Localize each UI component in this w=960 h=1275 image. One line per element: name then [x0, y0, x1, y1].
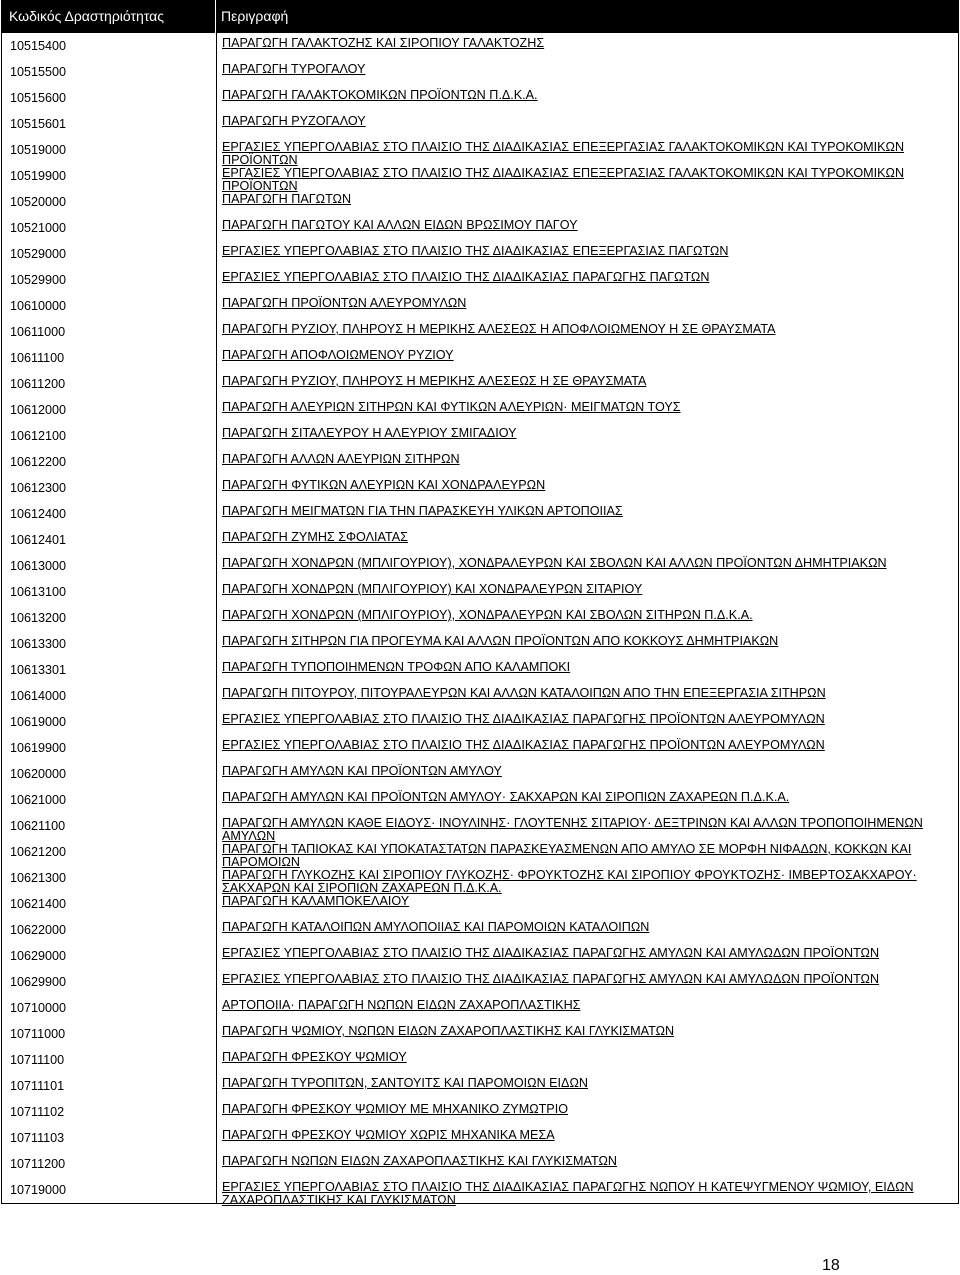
- activity-code: 10613300: [10, 637, 67, 651]
- table-row: [2, 59, 958, 85]
- activity-description: ΕΡΓΑΣΙΕΣ ΥΠΕΡΓΟΛΑΒΙΑΣ ΣΤΟ ΠΛΑΙΣΙΟ ΤΗΣ ΔΙΑΔΙΚΑΣΙΑΣ ΠΑΡΑΓΩΓΗΣ ΠΡΟΪΟΝΤΩΝ ΑΛΕΥΡΟΜΥΛΩΝ: [222, 712, 825, 726]
- activity-description: ΠΑΡΑΓΩΓΗ ΠΡΟΪΟΝΤΩΝ ΑΛΕΥΡΟΜΥΛΩΝ: [222, 296, 467, 310]
- activity-code: 10711000: [10, 1027, 66, 1041]
- activity-code: 10612300: [10, 481, 67, 495]
- table-row: [2, 319, 958, 345]
- table-body: [1, 33, 959, 1207]
- activity-code: 10719000: [10, 1183, 67, 1197]
- activity-codes-table: [1, 0, 959, 1207]
- activity-description: ΠΑΡΑΓΩΓΗ ΑΛΛΩΝ ΑΛΕΥΡΙΩΝ ΣΙΤΗΡΩΝ: [222, 452, 460, 466]
- activity-description: ΕΡΓΑΣΙΕΣ ΥΠΕΡΓΟΛΑΒΙΑΣ ΣΤΟ ΠΛΑΙΣΙΟ ΤΗΣ ΔΙΑΔΙΚΑΣΙΑΣ ΠΑΡΑΓΩΓΗΣ ΑΜΥΛΩΝ ΚΑΙ ΑΜΥΛΩΔΩΝ ΠΡΟΪΟΝΤΩΝ: [222, 946, 880, 960]
- table-row: [2, 787, 958, 813]
- activity-description: ΕΡΓΑΣΙΕΣ ΥΠΕΡΓΟΛΑΒΙΑΣ ΣΤΟ ΠΛΑΙΣΙΟ ΤΗΣ ΔΙΑΔΙΚΑΣΙΑΣ ΕΠΕΞΕΡΓΑΣΙΑΣ ΓΑΛΑΚΤΟΚΟΜΙΚΩΝ ΚΑΙ ΤΥΡΟΚΟΜΙΚΩΝ ΠΡΟΪΟΝΤΩΝ: [222, 140, 905, 167]
- activity-code: 10611100: [10, 351, 65, 365]
- table-row: [2, 449, 958, 475]
- activity-code: 10710000: [10, 1001, 67, 1015]
- table-row: [2, 943, 958, 969]
- activity-code: 10611200: [10, 377, 66, 391]
- activity-description: ΠΑΡΑΓΩΓΗ ΧΟΝΔΡΩΝ (ΜΠΛΙΓΟΥΡΙΟΥ), ΧΟΝΔΡΑΛΕΥΡΩΝ ΚΑΙ ΣΒΟΛΩΝ ΚΑΙ ΑΛΛΩΝ ΠΡΟΪΟΝΤΩΝ ΔΗΜΗΤΡΙΑΚΩΝ: [222, 556, 887, 570]
- activity-code: 10612200: [10, 455, 67, 469]
- activity-description: ΠΑΡΑΓΩΓΗ ΨΩΜΙΟΥ, ΝΩΠΩΝ ΕΙΔΩΝ ΖΑΧΑΡΟΠΛΑΣΤΙΚΗΣ ΚΑΙ ΓΛΥΚΙΣΜΑΤΩΝ: [222, 1024, 675, 1038]
- table-row: [2, 683, 958, 709]
- activity-description: ΠΑΡΑΓΩΓΗ ΠΑΓΩΤΟΥ ΚΑΙ ΑΛΛΩΝ ΕΙΔΩΝ ΒΡΩΣΙΜΟΥ ΠΑΓΟΥ: [222, 218, 578, 232]
- activity-description: ΠΑΡΑΓΩΓΗ ΦΡΕΣΚΟΥ ΨΩΜΙΟΥ ΜΕ ΜΗΧΑΝΙΚΟ ΖΥΜΩΤΡΙΟ: [222, 1102, 568, 1116]
- activity-code: 10611000: [10, 325, 66, 339]
- table-row: [2, 1177, 958, 1207]
- activity-code: 10519900: [10, 169, 67, 183]
- table-row: [2, 163, 958, 193]
- activity-code: 10621000: [10, 793, 67, 807]
- activity-code: 10613100: [10, 585, 67, 599]
- table-row: [2, 1073, 958, 1099]
- activity-description: ΠΑΡΑΓΩΓΗ ΡΥΖΙΟΥ, ΠΛΗΡΟΥΣ Η ΜΕΡΙΚΗΣ ΑΛΕΣΕΩΣ Η ΑΠΟΦΛΟΙΩΜΕΝΟΥ Η ΣΕ ΘΡΑΥΣΜΑΤΑ: [222, 322, 776, 336]
- activity-description: ΠΑΡΑΓΩΓΗ ΤΥΡΟΠΙΤΩΝ, ΣΑΝΤΟΥΙΤΣ ΚΑΙ ΠΑΡΟΜΟΙΩΝ ΕΙΔΩΝ: [222, 1076, 588, 1090]
- activity-code: 10613301: [10, 663, 67, 677]
- activity-code: 10621100: [10, 819, 66, 833]
- table-row: [2, 293, 958, 319]
- activity-code: 10619900: [10, 741, 67, 755]
- activity-description: ΠΑΡΑΓΩΓΗ ΦΥΤΙΚΩΝ ΑΛΕΥΡΙΩΝ ΚΑΙ ΧΟΝΔΡΑΛΕΥΡΩΝ: [222, 478, 546, 492]
- activity-description: ΠΑΡΑΓΩΓΗ ΡΥΖΙΟΥ, ΠΛΗΡΟΥΣ Η ΜΕΡΙΚΗΣ ΑΛΕΣΕΩΣ Η ΣΕ ΘΡΑΥΣΜΑΤΑ: [222, 374, 647, 388]
- table-row: [2, 345, 958, 371]
- activity-description: ΠΑΡΑΓΩΓΗ ΠΑΓΩΤΩΝ: [222, 192, 352, 206]
- table-row: [2, 111, 958, 137]
- activity-code: 10612000: [10, 403, 67, 417]
- table-row: [2, 423, 958, 449]
- activity-code: 10621200: [10, 845, 67, 859]
- activity-description: ΠΑΡΑΓΩΓΗ ΜΕΙΓΜΑΤΩΝ ΓΙΑ ΤΗΝ ΠΑΡΑΣΚΕΥΗ ΥΛΙΚΩΝ ΑΡΤΟΠΟΙΙΑΣ: [222, 504, 623, 518]
- activity-code: 10622000: [10, 923, 67, 937]
- activity-description: ΠΑΡΑΓΩΓΗ ΤΑΠΙΟΚΑΣ ΚΑΙ ΥΠΟΚΑΤΑΣΤΑΤΩΝ ΠΑΡΑΣΚΕΥΑΣΜΕΝΩΝ ΑΠΟ ΑΜΥΛΟ ΣΕ ΜΟΡΦΗ ΝΙΦΑΔΩΝ, ΚΟΚΚΩΝ ΚΑΙ ΠΑΡΟΜΟΙΩΝ: [222, 842, 912, 869]
- activity-description: ΠΑΡΑΓΩΓΗ ΠΙΤΟΥΡΟΥ, ΠΙΤΟΥΡΑΛΕΥΡΩΝ ΚΑΙ ΑΛΛΩΝ ΚΑΤΑΛΟΙΠΩΝ ΑΠΟ ΤΗΝ ΕΠΕΞΕΡΓΑΣΙΑ ΣΙΤΗΡΩΝ: [222, 686, 826, 700]
- activity-description: ΠΑΡΑΓΩΓΗ ΣΙΤΗΡΩΝ ΓΙΑ ΠΡΟΓΕΥΜΑ ΚΑΙ ΑΛΛΩΝ ΠΡΟΪΟΝΤΩΝ ΑΠΟ ΚΟΚΚΟΥΣ ΔΗΜΗΤΡΙΑΚΩΝ: [222, 634, 779, 648]
- table-row: [2, 657, 958, 683]
- activity-description: ΕΡΓΑΣΙΕΣ ΥΠΕΡΓΟΛΑΒΙΑΣ ΣΤΟ ΠΛΑΙΣΙΟ ΤΗΣ ΔΙΑΔΙΚΑΣΙΑΣ ΠΑΡΑΓΩΓΗΣ ΠΑΓΩΤΩΝ: [222, 270, 710, 284]
- activity-code: 10711101: [10, 1079, 65, 1093]
- activity-description: ΠΑΡΑΓΩΓΗ ΡΥΖΟΓΑΛΟΥ: [222, 114, 366, 128]
- activity-code: 10612401: [10, 533, 67, 547]
- header-divider: [215, 0, 216, 33]
- table-row: [2, 527, 958, 553]
- table-row: [2, 709, 958, 735]
- activity-description: ΠΑΡΑΓΩΓΗ ΚΑΤΑΛΟΙΠΩΝ ΑΜΥΛΟΠΟΙΙΑΣ ΚΑΙ ΠΑΡΟΜΟΙΩΝ ΚΑΤΑΛΟΙΠΩΝ: [222, 920, 650, 934]
- activity-description: ΕΡΓΑΣΙΕΣ ΥΠΕΡΓΟΛΑΒΙΑΣ ΣΤΟ ΠΛΑΙΣΙΟ ΤΗΣ ΔΙΑΔΙΚΑΣΙΑΣ ΠΑΡΑΓΩΓΗΣ ΝΩΠΟΥ Η ΚΑΤΕΨΥΓΜΕΝΟΥ ΨΩΜΙΟΥ, ΕΙΔΩΝ ΖΑΧΑΡΟΠΛΑΣΤΙΚΗΣ ΚΑΙ ΓΛΥΚΙΣΜΑΤΩΝ: [222, 1180, 914, 1207]
- activity-description: ΠΑΡΑΓΩΓΗ ΓΑΛΑΚΤΟΖΗΣ ΚΑΙ ΣΙΡΟΠΙΟΥ ΓΑΛΑΚΤΟΖΗΣ: [222, 36, 545, 50]
- activity-description: ΠΑΡΑΓΩΓΗ ΓΛΥΚΟΖΗΣ ΚΑΙ ΣΙΡΟΠΙΟΥ ΓΛΥΚΟΖΗΣ· ΦΡΟΥΚΤΟΖΗΣ ΚΑΙ ΣΙΡΟΠΙΟΥ ΦΡΟΥΚΤΟΖΗΣ· ΙΜΒΕΡΤΟΣΑΚΧΑΡΟΥ· ΣΑΚΧΑΡΩΝ ΚΑΙ ΣΙΡΟΠΙΩΝ ΖΑΧΑΡΕΩΝ Π.Δ.Κ.Α.: [222, 868, 917, 895]
- table-row: [2, 267, 958, 293]
- table-row: [2, 605, 958, 631]
- activity-code: 10629000: [10, 949, 67, 963]
- table-row: [2, 137, 958, 167]
- activity-code: 10621300: [10, 871, 67, 885]
- table-row: [2, 371, 958, 397]
- activity-description: ΠΑΡΑΓΩΓΗ ΧΟΝΔΡΩΝ (ΜΠΛΙΓΟΥΡΙΟΥ), ΧΟΝΔΡΑΛΕΥΡΩΝ ΚΑΙ ΣΒΟΛΩΝ ΣΙΤΗΡΩΝ Π.Δ.Κ.Α.: [222, 608, 753, 622]
- table-row: [2, 735, 958, 761]
- page-number: 18: [822, 1257, 840, 1274]
- table-header: [1, 0, 959, 33]
- activity-code: 10620000: [10, 767, 67, 781]
- activity-code: 10515600: [10, 91, 67, 105]
- table-row: [2, 631, 958, 657]
- activity-code: 10520000: [10, 195, 67, 209]
- table-row: [2, 839, 958, 869]
- activity-description: ΠΑΡΑΓΩΓΗ ΑΛΕΥΡΙΩΝ ΣΙΤΗΡΩΝ ΚΑΙ ΦΥΤΙΚΩΝ ΑΛΕΥΡΙΩΝ· ΜΕΙΓΜΑΤΩΝ ΤΟΥΣ: [222, 400, 681, 414]
- activity-description: ΠΑΡΑΓΩΓΗ ΚΑΛΑΜΠΟΚΕΛΑΙΟΥ: [222, 894, 410, 908]
- activity-code: 10629900: [10, 975, 67, 989]
- activity-code: 10614000: [10, 689, 67, 703]
- activity-code: 10711200: [10, 1157, 66, 1171]
- activity-code: 10519000: [10, 143, 67, 157]
- activity-code: 10610000: [10, 299, 67, 313]
- activity-code: 10621400: [10, 897, 67, 911]
- table-row: [2, 917, 958, 943]
- activity-description: ΠΑΡΑΓΩΓΗ ΦΡΕΣΚΟΥ ΨΩΜΙΟΥ ΧΩΡΙΣ ΜΗΧΑΝΙΚΑ ΜΕΣΑ: [222, 1128, 555, 1142]
- table-row: [2, 475, 958, 501]
- activity-description: ΕΡΓΑΣΙΕΣ ΥΠΕΡΓΟΛΑΒΙΑΣ ΣΤΟ ΠΛΑΙΣΙΟ ΤΗΣ ΔΙΑΔΙΚΑΣΙΑΣ ΕΠΕΞΕΡΓΑΣΙΑΣ ΓΑΛΑΚΤΟΚΟΜΙΚΩΝ ΚΑΙ ΤΥΡΟΚΟΜΙΚΩΝ ΠΡΟΪΟΝΤΩΝ: [222, 166, 905, 193]
- table-row: [2, 761, 958, 787]
- table-row: [2, 241, 958, 267]
- activity-code: 10521000: [10, 221, 67, 235]
- activity-code: 10711103: [10, 1131, 65, 1145]
- table-row: [2, 969, 958, 995]
- table-row: [2, 865, 958, 895]
- table-row: [2, 891, 958, 917]
- activity-description: ΕΡΓΑΣΙΕΣ ΥΠΕΡΓΟΛΑΒΙΑΣ ΣΤΟ ΠΛΑΙΣΙΟ ΤΗΣ ΔΙΑΔΙΚΑΣΙΑΣ ΠΑΡΑΓΩΓΗΣ ΠΡΟΪΟΝΤΩΝ ΑΛΕΥΡΟΜΥΛΩΝ: [222, 738, 825, 752]
- activity-description: ΕΡΓΑΣΙΕΣ ΥΠΕΡΓΟΛΑΒΙΑΣ ΣΤΟ ΠΛΑΙΣΙΟ ΤΗΣ ΔΙΑΔΙΚΑΣΙΑΣ ΠΑΡΑΓΩΓΗΣ ΑΜΥΛΩΝ ΚΑΙ ΑΜΥΛΩΔΩΝ ΠΡΟΪΟΝΤΩΝ: [222, 972, 880, 986]
- activity-description: ΠΑΡΑΓΩΓΗ ΑΜΥΛΩΝ ΚΑΙ ΠΡΟΪΟΝΤΩΝ ΑΜΥΛΟΥ: [222, 764, 502, 778]
- table-row: [2, 1021, 958, 1047]
- activity-description: ΠΑΡΑΓΩΓΗ ΤΥΠΟΠΟΙΗΜΕΝΩΝ ΤΡΟΦΩΝ ΑΠΟ ΚΑΛΑΜΠΟΚΙ: [222, 660, 571, 674]
- header-description: Περιγραφή: [221, 8, 289, 24]
- table-row: [2, 579, 958, 605]
- activity-code: 10613000: [10, 559, 67, 573]
- table-row: [2, 995, 958, 1021]
- table-row: [2, 33, 958, 59]
- activity-description: ΠΑΡΑΓΩΓΗ ΓΑΛΑΚΤΟΚΟΜΙΚΩΝ ΠΡΟΪΟΝΤΩΝ Π.Δ.Κ.Α.: [222, 88, 538, 102]
- activity-code: 10711100: [10, 1053, 65, 1067]
- activity-code: 10711102: [10, 1105, 65, 1119]
- table-row: [2, 813, 958, 843]
- activity-code: 10613200: [10, 611, 67, 625]
- table-row: [2, 501, 958, 527]
- activity-code: 10515601: [10, 117, 67, 131]
- activity-description: ΠΑΡΑΓΩΓΗ ΦΡΕΣΚΟΥ ΨΩΜΙΟΥ: [222, 1050, 407, 1064]
- activity-description: ΠΑΡΑΓΩΓΗ ΑΜΥΛΩΝ ΚΑΘΕ ΕΙΔΟΥΣ· ΙΝΟΥΛΙΝΗΣ· ΓΛΟΥΤΕΝΗΣ ΣΙΤΑΡΙΟΥ· ΔΕΞΤΡΙΝΩΝ ΚΑΙ ΑΛΛΩΝ ΤΡΟΠΟΠΟΙΗΜΕΝΩΝ ΑΜΥΛΩΝ: [222, 816, 923, 843]
- activity-description: ΠΑΡΑΓΩΓΗ ΣΙΤΑΛΕΥΡΟΥ Η ΑΛΕΥΡΙΟΥ ΣΜΙΓΑΔΙΟΥ: [222, 426, 517, 440]
- activity-description: ΠΑΡΑΓΩΓΗ ΝΩΠΩΝ ΕΙΔΩΝ ΖΑΧΑΡΟΠΛΑΣΤΙΚΗΣ ΚΑΙ ΓΛΥΚΙΣΜΑΤΩΝ: [222, 1154, 617, 1168]
- activity-description: ΑΡΤΟΠΟΙΙΑ· ΠΑΡΑΓΩΓΗ ΝΩΠΩΝ ΕΙΔΩΝ ΖΑΧΑΡΟΠΛΑΣΤΙΚΗΣ: [222, 998, 581, 1012]
- activity-code: 10612100: [10, 429, 67, 443]
- table-row: [2, 1099, 958, 1125]
- table-row: [2, 1125, 958, 1151]
- activity-code: 10515400: [10, 39, 67, 53]
- activity-description: ΠΑΡΑΓΩΓΗ ΤΥΡΟΓΑΛΟΥ: [222, 62, 366, 76]
- activity-code: 10619000: [10, 715, 67, 729]
- header-code: Κωδικός Δραστηριότητας: [9, 8, 164, 24]
- table-row: [2, 1047, 958, 1073]
- table-row: [2, 85, 958, 111]
- table-row: [2, 553, 958, 579]
- activity-description: ΠΑΡΑΓΩΓΗ ΖΥΜΗΣ ΣΦΟΛΙΑΤΑΣ: [222, 530, 408, 544]
- table-row: [2, 397, 958, 423]
- activity-code: 10529900: [10, 273, 67, 287]
- activity-description: ΠΑΡΑΓΩΓΗ ΑΜΥΛΩΝ ΚΑΙ ΠΡΟΪΟΝΤΩΝ ΑΜΥΛΟΥ· ΣΑΚΧΑΡΩΝ ΚΑΙ ΣΙΡΟΠΙΩΝ ΖΑΧΑΡΕΩΝ Π.Δ.Κ.Α.: [222, 790, 790, 804]
- activity-code: 10529000: [10, 247, 67, 261]
- activity-description: ΠΑΡΑΓΩΓΗ ΑΠΟΦΛΟΙΩΜΕΝΟΥ ΡΥΖΙΟΥ: [222, 348, 454, 362]
- activity-code: 10612400: [10, 507, 67, 521]
- table-row: [2, 189, 958, 215]
- table-row: [2, 215, 958, 241]
- activity-description: ΠΑΡΑΓΩΓΗ ΧΟΝΔΡΩΝ (ΜΠΛΙΓΟΥΡΙΟΥ) ΚΑΙ ΧΟΝΔΡΑΛΕΥΡΩΝ ΣΙΤΑΡΙΟΥ: [222, 582, 643, 596]
- table-row: [2, 1151, 958, 1177]
- activity-description: ΕΡΓΑΣΙΕΣ ΥΠΕΡΓΟΛΑΒΙΑΣ ΣΤΟ ΠΛΑΙΣΙΟ ΤΗΣ ΔΙΑΔΙΚΑΣΙΑΣ ΕΠΕΞΕΡΓΑΣΙΑΣ ΠΑΓΩΤΩΝ: [222, 244, 729, 258]
- activity-code: 10515500: [10, 65, 67, 79]
